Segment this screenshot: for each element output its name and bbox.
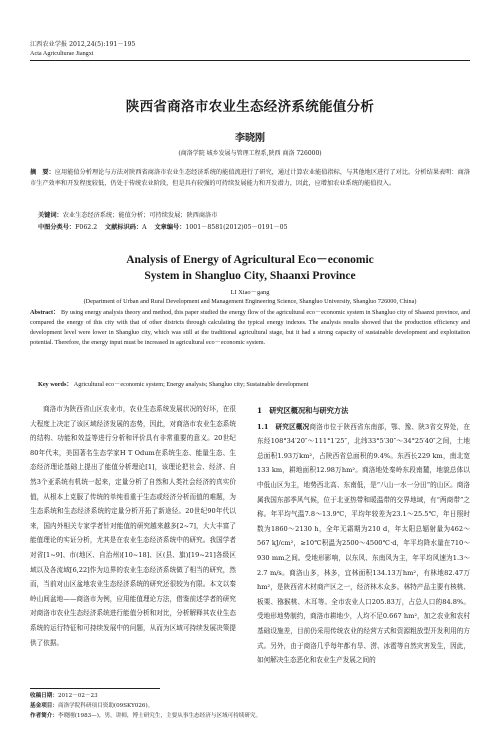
abstract-en-text: By using energy analysis theory and method, this paper studied the energy flow of the agricultural eco－economic system in Shangluo city of Shaanxi province, and compared the energy of this city with that of other districts through calculating the typical energy indexes. The analysis results showed that the production efficiency and development level were lower in Shangluo city, which was still at the traditional agricultural stage, but it had a strong capacity of sustainable development and exploitation potential. Therefore, the energy input must be increased in agricultural eco－economic system.	[30, 309, 470, 346]
clc-label: 中图分类号：	[38, 224, 76, 231]
keywords-cn-label: 关键词：	[38, 212, 63, 219]
study-area-text: 商洛市位于陕西省东南部，鄂、豫、陕3省交界处，在东经108°34′20″～111°1′25″，北纬33°5′30″～34°25′40″之间，土地总面积1.93万km²，占陕西省总面积的9.4%。东西长229 km，南北宽133 km，耕地面积12.98万hm²。商洛地处秦岭东段南麓，地貌总体以中低山区为主，地势西北高、东南低，是“八山一水一分田”的山区。商洛属我国东部季风气候，位于北亚热带和暖温带的交界地域，有“两商带”之称。年平均气温7.8～13.9℃，平均年较差为23.1～25.5℃，年日照时数为1860～2130 h，全年无霜期为210 d，年太阳总辐射量为462～567 kJ/cm²，≥10℃积温为2500～4500℃·d，年平均降水量在710～930 mm之间。受地形影响，以东风、东南风为主，年平均风速为1.3～2.7 m/s。商洛山多，林多，宜林面积134.13万hm²，有林地82.47万hm²，是陕西省木材商产区之一，经济林木众多。林特产品主要有核桃、板栗、猕猴桃、木耳等。全市农业人口205.83万，占总人口的84.8%。受地形地势制约，商洛市耕地少，人均不足0.667 hm²，加之农业和农村基础设施差，目前仍采用传统农业的经营方式和资源粗放型开发利用的方式。另外，由于商洛几乎每年都有旱、涝、冰雹等自然灾害发生，因此，如何解决生态恶化和农业生产发展之间的	[257, 422, 470, 665]
keywords-en-text: Agricultural eco－economic system; Energy analysis; Shangluo city; Sustainable development	[73, 381, 309, 388]
author-bio-text: 李晓刚(1983—)，男，讲师，博士研究生，主要从事生态经济与区域可持续研究。	[57, 713, 262, 719]
affiliation-en: (Department of Urban and Rural Development and Management Engineering Science, Shangluo University, Shangluo 726000, China)	[83, 298, 417, 305]
body-column-left	[30, 402, 236, 650]
doc-code-label: 文献标识码：	[105, 224, 143, 231]
study-area-paragraph	[257, 420, 470, 668]
footnote-fund	[30, 702, 470, 712]
received-label: 收稿日期：	[30, 693, 58, 699]
abstract-cn-text: 应用能值分析理论与方法对陕西省商洛市农业生态经济系统的能值流进行了研究，通过计算农业能值指标，与其他地区进行了对比。分析结果表明：商洛市生产效率和开发程度较低，仍处于传统农业阶段，但是具有较强的可持续发展能力和开发潜力，因此，应增加农业系统的能值投入。	[30, 169, 471, 187]
fund-label: 基金项目：	[30, 703, 58, 709]
author-en: LI Xiao－gang	[230, 289, 270, 296]
paper-title-en-line1: Analysis of Energy of Agricultural Eco－economic	[126, 254, 374, 266]
paper-title-en	[0, 252, 500, 284]
intro-paragraph: 商洛市为陕西省山区农业市，农业生态系统发展状况的好坏，在很大程度上决定了该区域经济发展的态势，因此，对商洛市农业生态系统的结构、功能和效益等进行分析和评价具有非常重要的意义。20世纪80年代末，美国著名生态学家H T Odum在系统生态、能量生态、生态经济理论基础上提出了能值分析理论[1]，该理论把社会、经济、自然3个亚系统有机统一起来，定量分析了自然和人类社会经济的真实价值，从根本上克服了传统的单纯看重于生态或经济分析而值的难题，为生态系统和生态经济系统的定量分析开拓了新途径。20世纪90年代以来，国内外相关专家学者针对能值的研究越来越多[2~7]，大大丰富了能值理论的实证分析，尤其是在农业生态经济系统中的研究。我国学者对省[1~9]、市(地区、自治州)[10~18]、区(县、旗)[19~21]各级区域以及各流域[6,22]作为边界的农业生态经济系统做了相当的研究，然而，当前对山区盆地农业生态经济系统的研究还很较为有限。本文以秦岭山间盆地——商洛市为例，应用能值理论方法，借鉴前述学者的研究对商洛市农业生态经济系统进行能值分析和对比，分析解释其农业生态系统的运行特征和可持续发展中的问题，从而为区域可持续发展决策提供了依据。	[30, 405, 236, 647]
author-cn: 李晓刚	[235, 133, 265, 144]
received-date: 2012－02－23	[57, 693, 98, 699]
fund-text: 商洛学院科研项目资助(09SKY026)。	[57, 703, 154, 709]
author-bio-label: 作者简介：	[30, 713, 58, 719]
journal-header	[30, 40, 135, 58]
abstract-en-label: Abstract：	[30, 309, 60, 316]
keywords-en-label: Key words：	[38, 381, 73, 388]
footnote-rule	[30, 688, 160, 689]
doc-code-value: A	[142, 224, 147, 231]
footnote-received	[30, 692, 470, 702]
section-heading-1: 1 研究区概况和与研究方法	[257, 406, 349, 415]
footnote-author	[30, 712, 470, 722]
abstract-en	[30, 308, 470, 348]
journal-citation-cn: 江西农业学报 2012,24(5):191－195	[30, 41, 136, 48]
keywords-cn-text: 农业生态经济系统；能值分析；可持续发展；陕西商洛市	[62, 212, 218, 219]
article-number-label: 文章编号：	[154, 224, 186, 231]
clc-value: F062.2	[75, 224, 98, 231]
abstract-cn	[30, 167, 470, 189]
header-rule	[30, 60, 470, 61]
keywords-cn	[38, 210, 470, 221]
article-number-value: 1001－8581(2012)05－0191－05	[185, 224, 288, 231]
body-column-right	[257, 402, 470, 668]
paper-title-cn: 陕西省商洛市农业生态经济系统能值分析	[125, 99, 375, 115]
classification-cn	[38, 222, 470, 233]
journal-name-en: Acta Agriculturae Jiangxi	[30, 50, 94, 57]
abstract-cn-label: 摘 要：	[30, 169, 55, 176]
keywords-en	[38, 380, 470, 390]
paper-title-en-line2: System in Shangluo City, Shaanxi Province	[144, 270, 356, 282]
affiliation-cn: (商洛学院 城乡发展与管理工程系,陕西 商洛 726000)	[178, 150, 322, 157]
subsection-heading-1-1: 1.1 研究区概况	[257, 422, 310, 431]
